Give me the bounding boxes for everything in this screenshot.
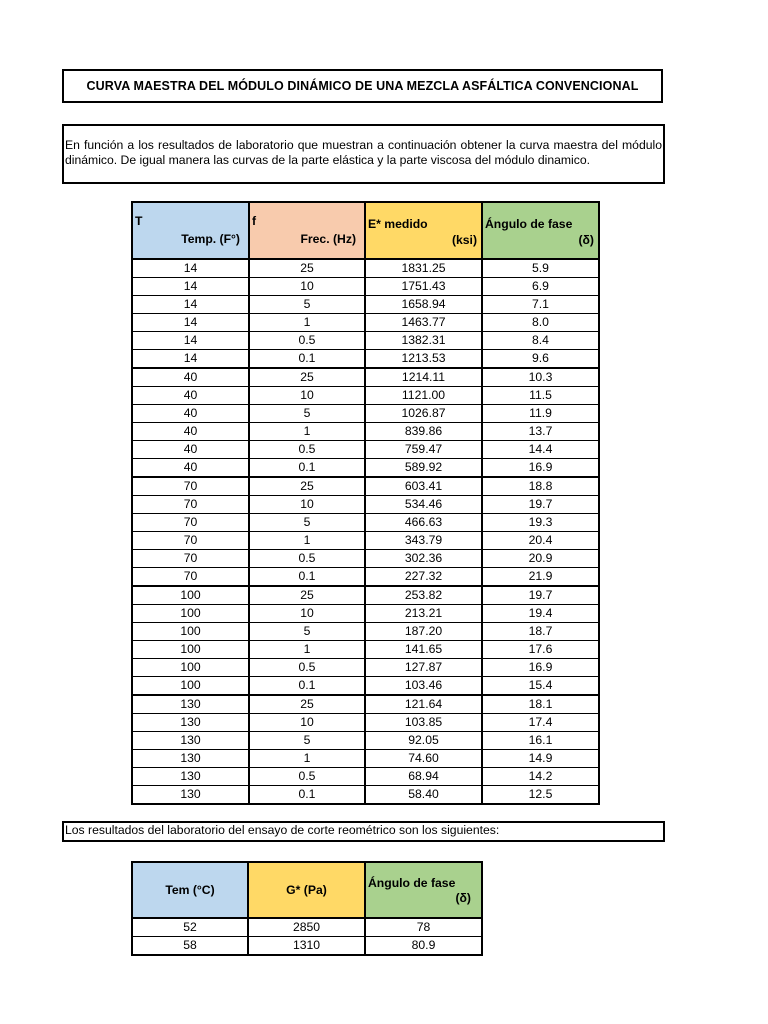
cell-shear-phase-angle: 78 [365, 918, 482, 937]
cell-temperature: 14 [132, 278, 249, 296]
table-row [132, 477, 599, 496]
cell-phase-angle: 19.3 [482, 514, 599, 532]
table-row [132, 714, 599, 732]
cell-frequency: 0.5 [249, 550, 365, 568]
cell-temperature: 130 [132, 750, 249, 768]
table-header-row [132, 202, 599, 259]
cell-phase-angle: 19.7 [482, 586, 599, 605]
cell-modulus: 302.36 [365, 550, 482, 568]
shear-phase-label: Ángulo de fase [368, 876, 456, 890]
cell-modulus: 1121.00 [365, 387, 482, 405]
temp-symbol: T [135, 214, 143, 228]
cell-modulus: 103.46 [365, 677, 482, 696]
cell-frequency: 25 [249, 259, 365, 278]
cell-temperature: 14 [132, 332, 249, 350]
table-row [132, 368, 599, 387]
cell-phase-angle: 6.9 [482, 278, 599, 296]
table-row [132, 605, 599, 623]
cell-temperature: 14 [132, 296, 249, 314]
table-row [132, 732, 599, 750]
cell-temperature: 100 [132, 641, 249, 659]
shear-note-text: Los resultados del laboratorio del ensayo de corte reométrico son los siguientes: [65, 823, 500, 837]
cell-frequency: 1 [249, 314, 365, 332]
header-shear-phase-angle [365, 862, 482, 918]
cell-frequency: 0.1 [249, 786, 365, 805]
cell-temperature: 70 [132, 532, 249, 550]
table-row [132, 659, 599, 677]
table-row [132, 532, 599, 550]
cell-modulus: 253.82 [365, 586, 482, 605]
cell-temperature: 70 [132, 496, 249, 514]
shear-g-label: G* (Pa) [286, 883, 327, 897]
cell-phase-angle: 17.4 [482, 714, 599, 732]
cell-temperature: 130 [132, 714, 249, 732]
cell-modulus: 603.41 [365, 477, 482, 496]
cell-modulus: 92.05 [365, 732, 482, 750]
cell-temperature: 130 [132, 786, 249, 805]
cell-phase-angle: 18.7 [482, 623, 599, 641]
cell-temperature: 14 [132, 259, 249, 278]
cell-phase-angle: 10.3 [482, 368, 599, 387]
freq-label: Frec. (Hz) [300, 232, 356, 246]
table-row [132, 677, 599, 696]
cell-temperature: 40 [132, 441, 249, 459]
cell-phase-angle: 16.9 [482, 459, 599, 478]
cell-frequency: 0.1 [249, 459, 365, 478]
cell-modulus: 1382.31 [365, 332, 482, 350]
cell-shear-temperature: 52 [132, 918, 248, 937]
phase-unit: (δ) [578, 233, 594, 247]
cell-shear-temperature: 58 [132, 937, 248, 956]
cell-phase-angle: 14.9 [482, 750, 599, 768]
cell-phase-angle: 20.9 [482, 550, 599, 568]
cell-frequency: 0.5 [249, 441, 365, 459]
cell-temperature: 70 [132, 568, 249, 587]
cell-modulus: 1026.87 [365, 405, 482, 423]
header-frequency [249, 202, 365, 259]
cell-frequency: 1 [249, 641, 365, 659]
cell-temperature: 130 [132, 732, 249, 750]
header-temperature [132, 202, 249, 259]
cell-frequency: 0.5 [249, 659, 365, 677]
cell-temperature: 70 [132, 550, 249, 568]
header-shear-temperature [132, 862, 248, 918]
cell-temperature: 100 [132, 586, 249, 605]
cell-frequency: 10 [249, 605, 365, 623]
cell-temperature: 40 [132, 423, 249, 441]
cell-modulus: 68.94 [365, 768, 482, 786]
table-row [132, 423, 599, 441]
cell-temperature: 14 [132, 350, 249, 369]
cell-phase-angle: 16.9 [482, 659, 599, 677]
cell-frequency: 25 [249, 368, 365, 387]
cell-frequency: 25 [249, 586, 365, 605]
cell-temperature: 40 [132, 405, 249, 423]
cell-shear-phase-angle: 80.9 [365, 937, 482, 956]
cell-temperature: 100 [132, 659, 249, 677]
cell-frequency: 1 [249, 532, 365, 550]
cell-modulus: 343.79 [365, 532, 482, 550]
cell-modulus: 1214.11 [365, 368, 482, 387]
cell-modulus: 1751.43 [365, 278, 482, 296]
cell-modulus: 589.92 [365, 459, 482, 478]
cell-modulus: 1831.25 [365, 259, 482, 278]
table-row [132, 441, 599, 459]
cell-phase-angle: 8.4 [482, 332, 599, 350]
table-row [132, 278, 599, 296]
shear-temp-label: Tem (°C) [165, 883, 215, 897]
dynamic-modulus-table-body [132, 259, 599, 804]
cell-temperature: 70 [132, 514, 249, 532]
cell-phase-angle: 11.5 [482, 387, 599, 405]
table-row [132, 405, 599, 423]
cell-temperature: 130 [132, 695, 249, 714]
shear-rheometer-table-body [132, 918, 482, 955]
cell-modulus: 58.40 [365, 786, 482, 805]
table-row [132, 550, 599, 568]
cell-frequency: 25 [249, 477, 365, 496]
cell-frequency: 10 [249, 496, 365, 514]
header-phase-angle [482, 202, 599, 259]
cell-frequency: 1 [249, 423, 365, 441]
cell-frequency: 0.1 [249, 568, 365, 587]
header-shear-modulus [248, 862, 365, 918]
cell-modulus: 103.85 [365, 714, 482, 732]
table-row [132, 514, 599, 532]
cell-frequency: 25 [249, 695, 365, 714]
table-row [132, 568, 599, 587]
cell-modulus: 141.65 [365, 641, 482, 659]
cell-modulus: 1463.77 [365, 314, 482, 332]
cell-phase-angle: 19.4 [482, 605, 599, 623]
cell-modulus: 74.60 [365, 750, 482, 768]
table-row [132, 387, 599, 405]
cell-frequency: 0.1 [249, 350, 365, 369]
table-row [132, 296, 599, 314]
cell-temperature: 70 [132, 477, 249, 496]
table-row [132, 623, 599, 641]
cell-modulus: 127.87 [365, 659, 482, 677]
shear-rheometer-table [131, 861, 483, 956]
temp-label: Temp. (F°) [181, 232, 240, 246]
cell-phase-angle: 5.9 [482, 259, 599, 278]
cell-phase-angle: 14.4 [482, 441, 599, 459]
cell-shear-modulus: 2850 [248, 918, 365, 937]
shear-note [62, 821, 665, 842]
cell-phase-angle: 17.6 [482, 641, 599, 659]
cell-phase-angle: 19.7 [482, 496, 599, 514]
cell-phase-angle: 13.7 [482, 423, 599, 441]
table-row [132, 641, 599, 659]
shear-header-row [132, 862, 482, 918]
cell-frequency: 5 [249, 514, 365, 532]
cell-frequency: 0.5 [249, 332, 365, 350]
cell-frequency: 0.5 [249, 768, 365, 786]
cell-shear-modulus: 1310 [248, 937, 365, 956]
cell-modulus: 534.46 [365, 496, 482, 514]
table-row [132, 695, 599, 714]
table-row [132, 918, 482, 937]
modulus-unit: (ksi) [451, 233, 477, 247]
cell-phase-angle: 14.2 [482, 768, 599, 786]
cell-frequency: 5 [249, 296, 365, 314]
cell-frequency: 0.1 [249, 677, 365, 696]
cell-phase-angle: 12.5 [482, 786, 599, 805]
cell-frequency: 5 [249, 405, 365, 423]
cell-modulus: 227.32 [365, 568, 482, 587]
cell-frequency: 10 [249, 278, 365, 296]
table-row [132, 586, 599, 605]
cell-modulus: 187.20 [365, 623, 482, 641]
cell-modulus: 213.21 [365, 605, 482, 623]
cell-temperature: 40 [132, 459, 249, 478]
cell-temperature: 100 [132, 623, 249, 641]
cell-modulus: 121.64 [365, 695, 482, 714]
cell-modulus: 839.86 [365, 423, 482, 441]
table-row [132, 937, 482, 956]
cell-phase-angle: 18.1 [482, 695, 599, 714]
table-row [132, 496, 599, 514]
table-row [132, 750, 599, 768]
cell-temperature: 14 [132, 314, 249, 332]
cell-frequency: 5 [249, 732, 365, 750]
cell-phase-angle: 20.4 [482, 532, 599, 550]
cell-modulus: 1213.53 [365, 350, 482, 369]
cell-temperature: 100 [132, 677, 249, 696]
header-modulus [365, 202, 482, 259]
cell-phase-angle: 9.6 [482, 350, 599, 369]
modulus-label: E* medido [368, 217, 428, 231]
document-title [62, 69, 663, 103]
cell-temperature: 130 [132, 768, 249, 786]
cell-phase-angle: 15.4 [482, 677, 599, 696]
table-row [132, 786, 599, 805]
cell-temperature: 100 [132, 605, 249, 623]
cell-modulus: 466.63 [365, 514, 482, 532]
table-row [132, 350, 599, 369]
table-row [132, 459, 599, 478]
intro-paragraph [62, 124, 665, 184]
table-row [132, 768, 599, 786]
title-text: CURVA MAESTRA DEL MÓDULO DINÁMICO DE UNA MEZCLA ASFÁLTICA CONVENCIONAL [86, 79, 639, 93]
phase-label: Ángulo de fase [485, 217, 573, 231]
cell-frequency: 10 [249, 387, 365, 405]
cell-phase-angle: 7.1 [482, 296, 599, 314]
cell-frequency: 10 [249, 714, 365, 732]
freq-symbol: f [252, 214, 257, 228]
cell-temperature: 40 [132, 368, 249, 387]
cell-phase-angle: 21.9 [482, 568, 599, 587]
dynamic-modulus-table [131, 201, 600, 805]
cell-phase-angle: 8.0 [482, 314, 599, 332]
cell-phase-angle: 18.8 [482, 477, 599, 496]
cell-phase-angle: 16.1 [482, 732, 599, 750]
cell-modulus: 1658.94 [365, 296, 482, 314]
table-row [132, 314, 599, 332]
cell-frequency: 5 [249, 623, 365, 641]
cell-temperature: 40 [132, 387, 249, 405]
cell-frequency: 1 [249, 750, 365, 768]
cell-modulus: 759.47 [365, 441, 482, 459]
table-row [132, 259, 599, 278]
cell-phase-angle: 11.9 [482, 405, 599, 423]
table-row [132, 332, 599, 350]
intro-text: En función a los resultados de laboratorio que muestran a continuación obtener la curva maestra del módulo dinámico. De igual manera las curvas de la parte elástica y la parte viscosa del módulo dinamico. [65, 138, 662, 167]
shear-phase-unit: (δ) [455, 891, 471, 905]
